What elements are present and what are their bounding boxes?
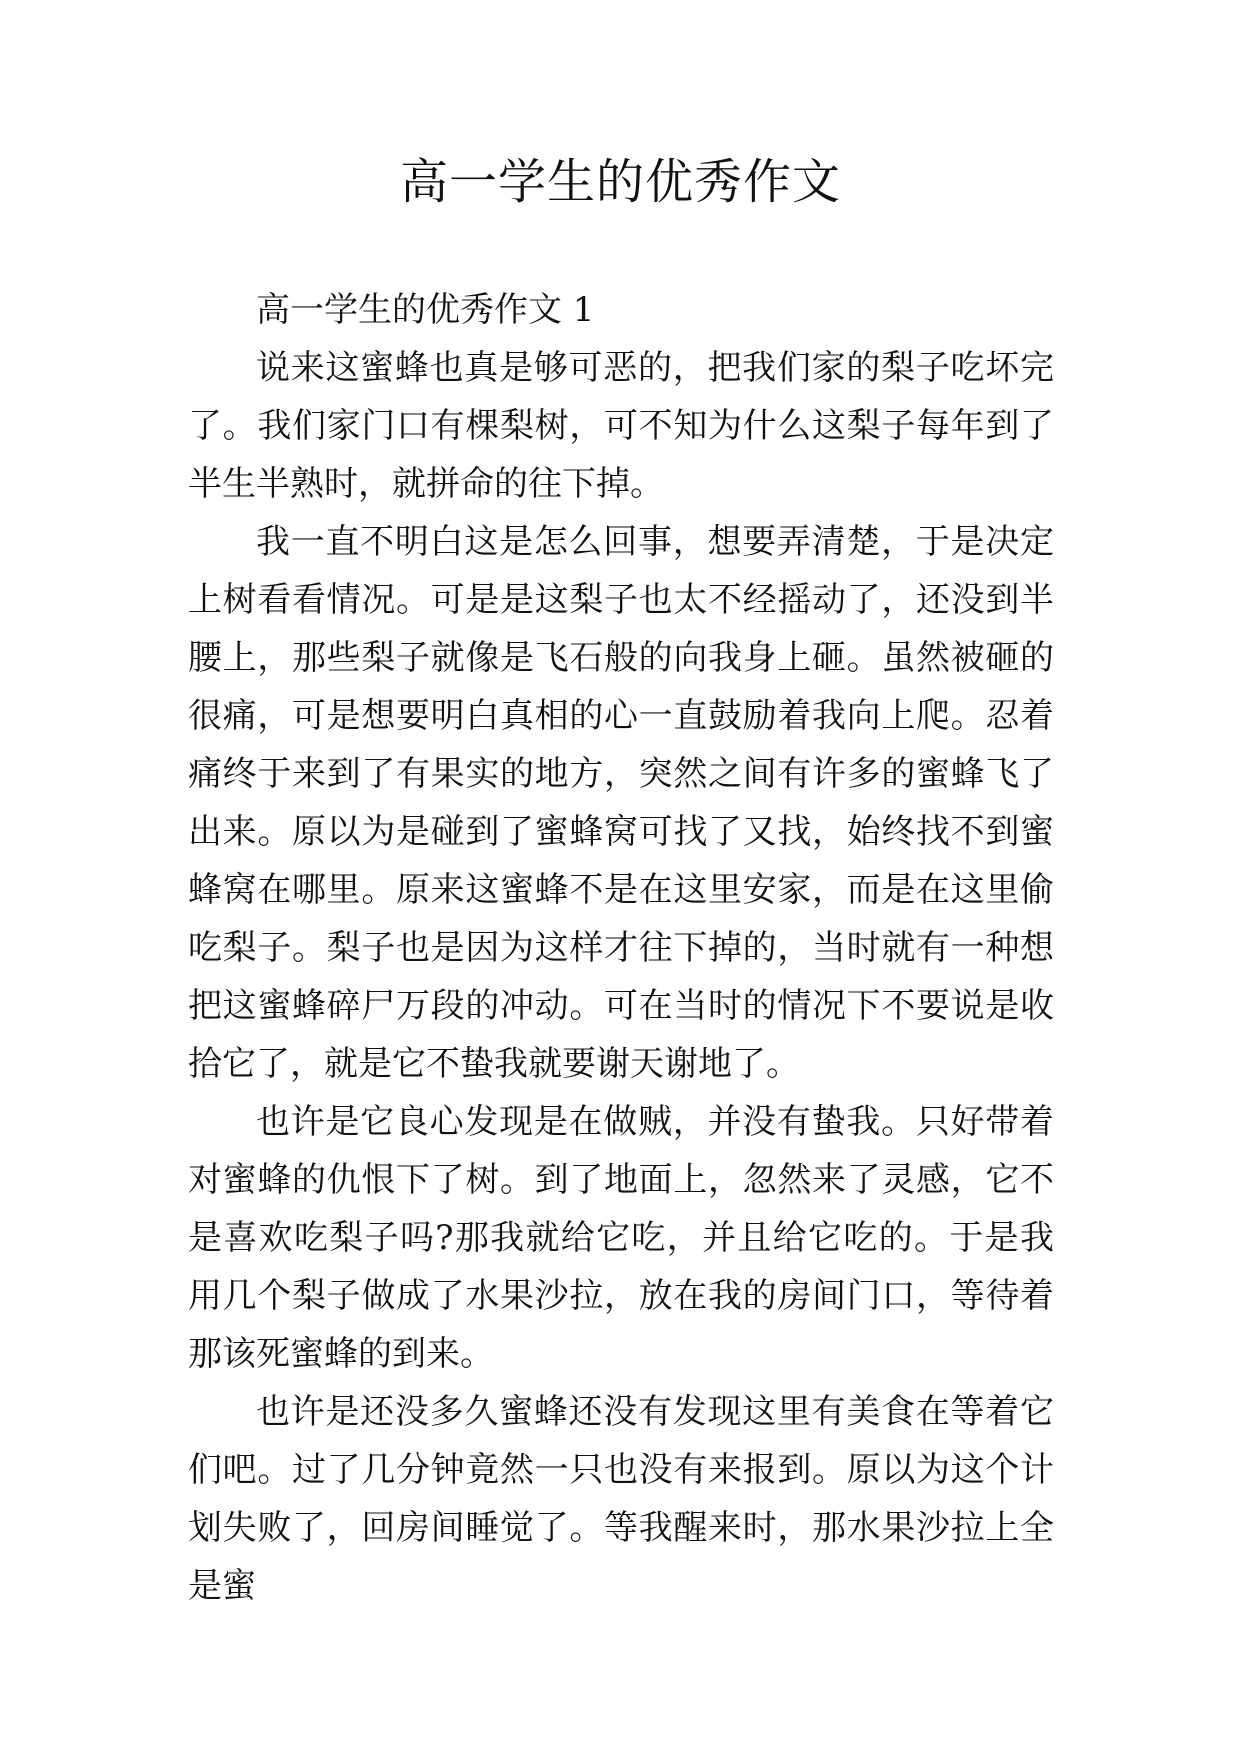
paragraph-1: 说来这蜜蜂也真是够可恶的，把我们家的梨子吃坏完了。我们家门口有棵梨树，可不知为什么这梨子每年到了半生半熟时，就拼命的往下掉。: [188, 348, 1054, 504]
section-heading: 高一学生的优秀作文 1: [256, 290, 595, 330]
paragraph-4: 也许是还没多久蜜蜂还没有发现这里有美食在等着它们吧。过了几分钟竟然一只也没有来报到。原以为这个计划失败了，回房间睡觉了。等我醒来时，那水果沙拉上全是蜜: [188, 1392, 1054, 1606]
paragraph-3: 也许是它良心发现是在做贼，并没有蛰我。只好带着对蜜蜂的仇恨下了树。到了地面上，忽然来了灵感，它不是喜欢吃梨子吗?那我就给它吃，并且给它吃的。于是我用几个梨子做成了水果沙拉，放在我的房间门口，等待着那该死蜜蜂的到来。: [188, 1102, 1054, 1374]
document-body: [188, 281, 1054, 1615]
paragraph-2: 我一直不明白这是怎么回事，想要弄清楚，于是决定上树看看情况。可是是这梨子也太不经摇动了，还没到半腰上，那些梨子就像是飞石般的向我身上砸。虽然被砸的很痛，可是想要明白真相的心一直鼓励着我向上爬。忍着痛终于来到了有果实的地方，突然之间有许多的蜜蜂飞了出来。原以为是碰到了蜜蜂窝可找了又找，始终找不到蜜蜂窝在哪里。原来这蜜蜂不是在这里安家，而是在这里偷吃梨子。梨子也是因为这样才往下掉的，当时就有一种想把这蜜蜂碎尸万段的冲动。可在当时的情况下不要说是收拾它了，就是它不蛰我就要谢天谢地了。: [188, 522, 1054, 1084]
document-title: 高一学生的优秀作文: [399, 154, 841, 210]
